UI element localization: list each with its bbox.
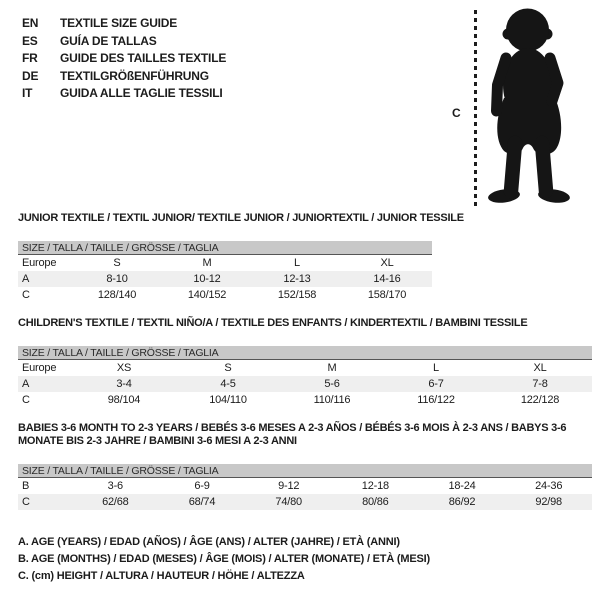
row-label: B xyxy=(22,480,30,492)
row-label: C xyxy=(22,496,30,508)
language-row-es xyxy=(22,33,226,51)
row-label: C xyxy=(22,289,30,301)
size-tables xyxy=(18,212,592,510)
size-cell: M xyxy=(327,362,337,374)
size-cell: 9-12 xyxy=(278,480,300,492)
size-cell: S xyxy=(224,362,232,374)
size-cell: 10-12 xyxy=(193,273,221,285)
guide-title: GUIDA ALLE TAGLIE TESSILI xyxy=(60,86,223,100)
language-code: ES xyxy=(22,33,38,48)
table-title: CHILDREN'S TEXTILE / TEXTIL NIÑO/A / TEXTILE DES ENFANTS / KINDERTEXTIL / BAMBINI TESSILE xyxy=(18,317,528,329)
language-code: EN xyxy=(22,16,39,30)
size-cell: 68/74 xyxy=(188,496,216,508)
guide-title: GUÍA DE TALLAS xyxy=(60,33,157,48)
size-cell: L xyxy=(294,257,300,269)
size-cell: 8-10 xyxy=(106,273,128,285)
size-cell: L xyxy=(433,362,439,374)
footnotes xyxy=(18,534,592,585)
size-cell: 5-6 xyxy=(324,378,340,390)
height-measure-label: C xyxy=(452,106,461,120)
size-cell: 18-24 xyxy=(448,480,476,492)
table-row xyxy=(18,494,592,510)
size-cell: XS xyxy=(116,362,132,374)
size-cell: XL xyxy=(380,257,394,269)
size-cell: 24-36 xyxy=(535,480,563,492)
toddler-silhouette xyxy=(482,5,582,207)
table-body xyxy=(18,241,432,303)
footnote-line: A. AGE (YEARS) / EDAD (AÑOS) / ÂGE (ANS) / ALTER (JAHRE) / ETÀ (ANNI) xyxy=(18,536,400,548)
size-cell: 12-13 xyxy=(283,273,311,285)
size-cell: 128/140 xyxy=(97,289,137,301)
language-code: IT xyxy=(22,86,33,100)
size-cell: 12-18 xyxy=(361,480,389,492)
size-cell: 62/68 xyxy=(102,496,129,508)
row-label: A xyxy=(22,273,30,285)
size-cell: 98/104 xyxy=(107,394,141,406)
size-tables-content xyxy=(18,206,592,585)
size-cell: 3-4 xyxy=(116,378,132,390)
table-row xyxy=(18,376,592,392)
footnote-line: C. (cm) HEIGHT / ALTURA / HAUTEUR / HÖHE / ALTEZZA xyxy=(18,570,305,582)
size-cell: 6-9 xyxy=(194,480,210,492)
table-title: BABIES 3-6 MONTH TO 2-3 YEARS / BEBÉS 3-6 MESES A 2-3 AÑOS / BÉBÉS 3-6 MOIS À 2-3 ANS / BABYS 3-6 MONATE BIS 2-3 JAHRE / BAMBINI 3-6 MESI A 2-3 ANNI xyxy=(18,422,567,447)
table-row xyxy=(18,392,592,408)
size-cell: S xyxy=(113,257,121,269)
size-cell: 116/122 xyxy=(417,394,455,406)
table-body xyxy=(18,346,592,408)
language-title-list xyxy=(22,15,226,103)
size-table-section xyxy=(18,212,592,303)
row-label: Europe xyxy=(22,257,57,269)
size-cell: 152/158 xyxy=(277,289,317,301)
size-table-section xyxy=(18,422,592,510)
size-cell: 74/80 xyxy=(275,496,302,508)
size-cell: 86/92 xyxy=(448,496,476,508)
guide-title: GUIDE DES TAILLES TEXTILE xyxy=(60,51,227,65)
language-code: FR xyxy=(22,51,38,65)
language-row-fr xyxy=(22,50,226,68)
size-cell: 6-7 xyxy=(428,378,444,390)
row-label: Europe xyxy=(22,362,57,374)
size-cell: 158/170 xyxy=(367,289,407,301)
size-cell: 122/128 xyxy=(520,394,560,406)
size-header-bar: SIZE / TALLA / TAILLE / GRÖSSE / TAGLIA xyxy=(18,241,432,255)
table-row xyxy=(18,271,432,287)
size-cell: 4-5 xyxy=(220,378,236,390)
table-title: JUNIOR TEXTILE / TEXTIL JUNIOR/ TEXTILE JUNIOR / JUNIORTEXTIL / JUNIOR TESSILE xyxy=(18,212,464,224)
row-label: A xyxy=(22,378,30,390)
language-row-de xyxy=(22,68,226,86)
language-row-en xyxy=(22,15,226,33)
size-cell: 7-8 xyxy=(532,378,548,390)
size-cell: 14-16 xyxy=(373,273,401,285)
guide-title: TEXTILGRÖßENFÜHRUNG xyxy=(60,68,209,83)
size-cell: 92/98 xyxy=(535,496,562,508)
row-label: C xyxy=(22,394,30,406)
size-cell: M xyxy=(202,257,212,269)
size-cell: XL xyxy=(533,362,547,374)
footnote-line: B. AGE (MONTHS) / EDAD (MESES) / ÂGE (MOIS) / ALTER (MONATE) / ETÀ (MESI) xyxy=(18,553,430,565)
table-body xyxy=(18,464,592,510)
language-row-it xyxy=(22,85,226,103)
size-header-bar: SIZE / TALLA / TAILLE / GRÖSSE / TAGLIA xyxy=(18,346,592,360)
size-cell: 3-6 xyxy=(107,480,123,492)
table-row xyxy=(18,360,592,376)
table-row xyxy=(18,287,432,303)
table-row xyxy=(18,478,592,494)
size-table-section xyxy=(18,317,592,408)
height-measure-dashed-line xyxy=(474,10,477,206)
size-cell: 110/116 xyxy=(313,394,351,406)
size-cell: 104/110 xyxy=(209,394,247,406)
size-header-bar: SIZE / TALLA / TAILLE / GRÖSSE / TAGLIA xyxy=(18,464,592,478)
guide-title: TEXTILE SIZE GUIDE xyxy=(60,16,178,30)
table-row xyxy=(18,255,432,271)
size-cell: 80/86 xyxy=(362,496,389,508)
language-code: DE xyxy=(22,68,39,83)
size-cell: 140/152 xyxy=(187,289,227,301)
